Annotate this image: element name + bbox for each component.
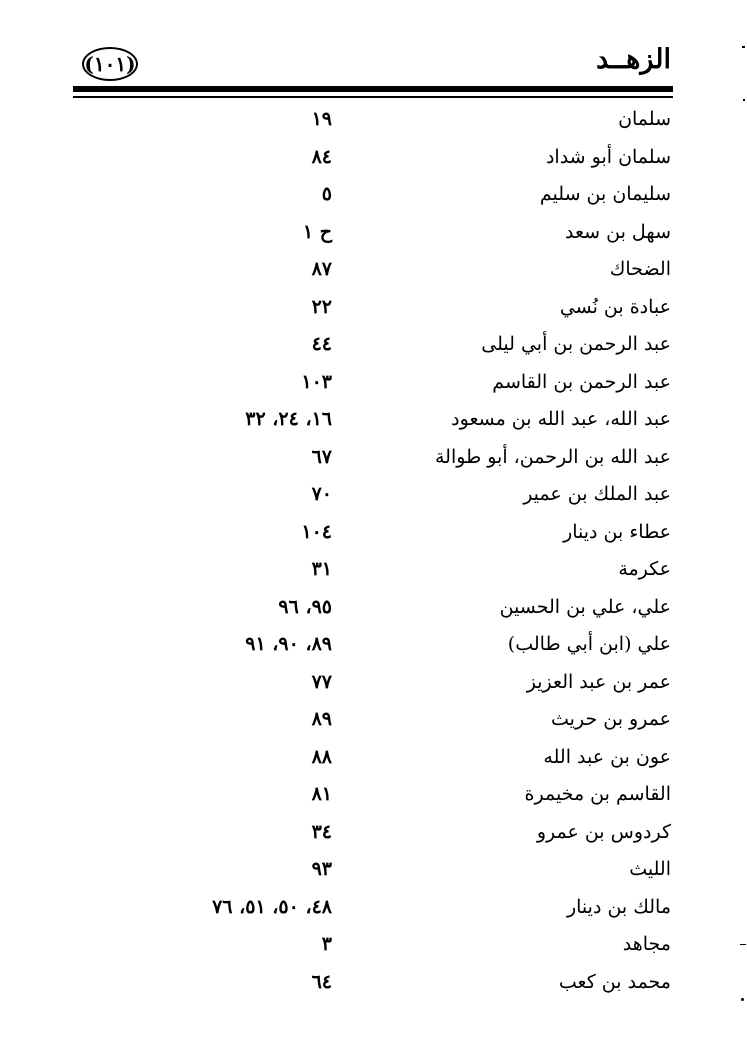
entry-pages: ٤٨، ٥٠، ٥١، ٧٦ [212, 895, 332, 918]
entry-pages: ٥ [321, 183, 332, 205]
entry-pages: ٨٤ [311, 145, 332, 168]
entry-pages: ١٠٣ [301, 370, 332, 393]
header-rule-thick [73, 86, 673, 92]
entry-name: محمد بن كعب [558, 970, 671, 993]
index-entry [0, 479, 747, 517]
index-entry [0, 742, 747, 780]
entry-pages: ٤٤ [311, 333, 332, 355]
entry-pages: ١٠٤ [301, 520, 332, 543]
index-entry [0, 142, 747, 180]
index-entry [0, 217, 747, 255]
edge-mark-middle [743, 99, 745, 101]
entry-name: عون بن عبد الله [543, 745, 671, 768]
entry-pages: ٣١ [311, 558, 332, 580]
entry-pages: ٨٧ [311, 258, 332, 280]
index-entry [0, 629, 747, 667]
index-entry [0, 929, 747, 967]
index-entry [0, 592, 747, 630]
entry-pages: ٢٢ [311, 295, 332, 318]
entry-name: كردوس بن عمرو [536, 820, 671, 843]
index-entry [0, 967, 747, 1005]
index-entry [0, 442, 747, 480]
entry-pages: ٩٣ [311, 858, 332, 880]
entry-pages: ٦٤ [311, 970, 332, 993]
entry-pages: ٨٩ [311, 708, 332, 730]
entry-pages: ٦٧ [311, 445, 332, 468]
index-entry [0, 104, 747, 142]
entry-name: القاسم بن مخيمرة [524, 783, 671, 805]
entry-pages: ٨١ [311, 783, 332, 805]
index-entry [0, 179, 747, 217]
index-entry [0, 854, 747, 892]
page-title: الزهــد [596, 44, 671, 75]
entry-pages: ٨٨ [311, 745, 332, 768]
edge-mark-dot [741, 998, 744, 1001]
entry-pages: ح ١ [302, 220, 332, 243]
index-entry [0, 817, 747, 855]
page-number: (١٠١) [82, 47, 138, 81]
entry-name: علي (ابن أبي طالب) [507, 633, 671, 655]
entry-name: عبد الله بن الرحمن، أبو طوالة [435, 445, 671, 468]
entry-name: عمرو بن حريث [551, 708, 671, 730]
entry-name: الليث [629, 858, 671, 880]
entry-pages: ١٩ [311, 108, 332, 130]
entry-name: الضحاك [609, 258, 671, 280]
header-rule-thin [73, 96, 673, 98]
entry-name: سلمان أبو شداد [545, 145, 671, 168]
entry-name: مالك بن دينار [566, 895, 671, 918]
index-entry [0, 517, 747, 555]
index-entry [0, 892, 747, 930]
edge-mark-lower [740, 944, 746, 945]
index-entry [0, 329, 747, 367]
entry-name: علي، علي بن الحسين [499, 595, 671, 618]
entry-pages: ٨٩، ٩٠، ٩١ [245, 633, 332, 655]
entry-name: عكرمة [618, 558, 671, 580]
index-entry [0, 704, 747, 742]
entry-name: سلمان [618, 108, 671, 130]
entry-pages: ١٦، ٢٤، ٣٢ [245, 408, 332, 430]
entry-name: سليمان بن سليم [539, 183, 671, 205]
index-entry [0, 554, 747, 592]
index-entry [0, 404, 747, 442]
entry-name: عطاء بن دينار [563, 520, 671, 543]
entry-name: عبادة بن نُسي [559, 295, 671, 318]
entry-name: عبد الملك بن عمير [523, 483, 671, 505]
entry-pages: ٧٧ [311, 670, 332, 693]
entry-name: عبد الرحمن بن أبي ليلى [481, 333, 671, 355]
index-entry [0, 667, 747, 705]
index-entry [0, 254, 747, 292]
entry-name: عبد الرحمن بن القاسم [492, 370, 671, 393]
edge-mark-top [742, 46, 745, 48]
entry-name: سهل بن سعد [565, 220, 671, 243]
index-entry [0, 779, 747, 817]
entry-pages: ٣٤ [311, 820, 332, 843]
entry-pages: ٧٠ [311, 483, 332, 505]
entry-name: عبد الله، عبد الله بن مسعود [451, 408, 671, 430]
entry-name: عمر بن عبد العزيز [526, 670, 671, 693]
entry-pages: ٣ [321, 933, 332, 955]
index-entry [0, 367, 747, 405]
entry-name: مجاهد [622, 933, 671, 955]
entry-pages: ٩٥، ٩٦ [278, 595, 332, 618]
index-entry [0, 292, 747, 330]
index-list [0, 104, 747, 1004]
